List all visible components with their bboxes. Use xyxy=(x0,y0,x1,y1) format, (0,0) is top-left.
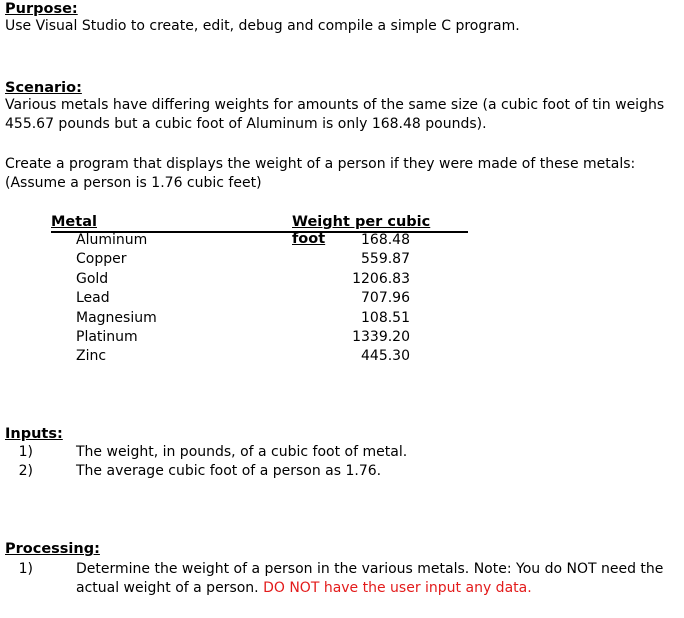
table-row xyxy=(0,347,684,366)
metals-table-body xyxy=(0,231,684,367)
purpose-heading: Purpose: xyxy=(5,1,78,17)
purpose-text: Use Visual Studio to create, edit, debug and compile a simple C program. xyxy=(5,18,520,34)
list-number: 1) xyxy=(18,444,33,460)
scenario-assumption: (Assume a person is 1.76 cubic feet) xyxy=(5,175,262,191)
scenario-text: Various metals have differing weights for amounts of the same size (a cubic foot of tin weighs 455.67 pounds but a cubic foot of Aluminum is only 168.48 pounds). xyxy=(5,97,665,132)
list-item xyxy=(0,462,684,481)
inputs-heading: Inputs: xyxy=(5,426,63,442)
metal-weight: 108.51 xyxy=(361,309,410,326)
metal-name: Lead xyxy=(76,290,110,307)
metal-weight: 1206.83 xyxy=(352,270,410,287)
metal-name: Gold xyxy=(76,270,109,287)
metal-name: Aluminum xyxy=(76,232,148,248)
metal-name: Magnesium xyxy=(76,309,157,326)
metal-name: Zinc xyxy=(76,348,107,365)
metal-name: Copper xyxy=(76,251,127,268)
scenario-instruction: Create a program that displays the weight of a person if they were made of these metals: xyxy=(5,156,636,172)
list-number: 2) xyxy=(18,463,33,479)
metal-name: Platinum xyxy=(76,328,138,345)
weight-column-header: Weight per cubic foot xyxy=(292,214,431,247)
list-text: The weight, in pounds, of a cubic foot of metal. xyxy=(76,444,408,460)
list-item xyxy=(0,560,684,598)
metal-column-header: Metal xyxy=(51,214,97,230)
metal-weight: 559.87 xyxy=(361,251,410,268)
metal-weight: 707.96 xyxy=(361,290,410,307)
table-row xyxy=(0,309,684,328)
metal-weight: 445.30 xyxy=(361,348,410,365)
processing-heading: Processing: xyxy=(5,541,100,557)
table-row xyxy=(0,250,684,269)
metal-weight: 1339.20 xyxy=(352,328,410,345)
table-row xyxy=(0,328,684,347)
list-text: The average cubic foot of a person as 1.76. xyxy=(76,463,382,479)
inputs-list xyxy=(0,443,684,481)
list-text xyxy=(76,560,678,598)
scenario-heading: Scenario: xyxy=(5,80,82,96)
processing-list xyxy=(0,560,684,598)
table-row xyxy=(0,231,684,250)
list-item xyxy=(0,443,684,462)
list-number: 1) xyxy=(18,561,33,577)
metal-weight: 168.48 xyxy=(361,232,410,248)
table-row xyxy=(0,270,684,289)
warning-text: DO NOT have the user input any data. xyxy=(263,580,532,596)
processing-text: Determine the weight of a person in the various metals. Note: You do NOT need the actual weight of a person. xyxy=(76,561,664,596)
table-row xyxy=(0,289,684,308)
